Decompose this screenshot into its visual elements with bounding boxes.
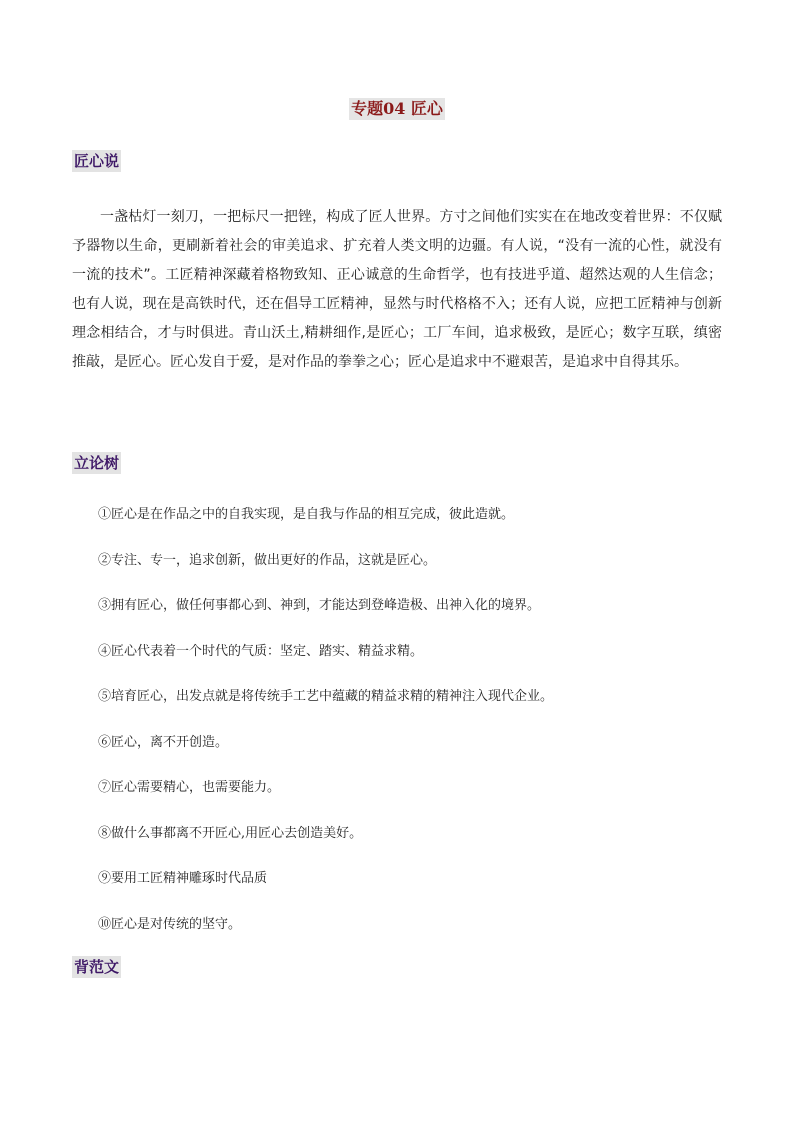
argument-item: ⑩匠心是对传统的坚守。 <box>98 916 242 932</box>
argument-item: ②专注、专一，追求创新，做出更好的作品，这就是匠心。 <box>98 552 437 568</box>
argument-item: ④匠心代表着一个时代的气质：坚定、踏实、精益求精。 <box>98 643 424 659</box>
argument-list <box>98 503 738 958</box>
argument-item: ⑦匠心需要精心，也需要能力。 <box>98 780 281 795</box>
argument-item: ⑤培育匠心，出发点就是将传统手工艺中蕴藏的精益求精的精神注入现代企业。 <box>98 689 554 704</box>
argument-item: ⑥匠心，离不开创造。 <box>98 734 229 750</box>
argument-item: ⑨要用工匠精神雕琢时代品质 <box>98 871 268 886</box>
section-heading-jiangxinshuo: 匠心说 <box>74 152 120 170</box>
argument-item: ⑧做什么事都离不开匠心,用匠心去创造美好。 <box>98 825 363 841</box>
page-title-text: 专题04 匠心 <box>351 99 443 118</box>
page-title <box>0 98 794 120</box>
section-heading-lilunshu: 立论树 <box>74 454 120 472</box>
argument-item: ③拥有匠心，做任何事都心到、神到，才能达到登峰造极、出神入化的境界。 <box>98 598 541 613</box>
intro-paragraph: 一盏枯灯一刻刀，一把标尺一把锉，构成了匠人世界。方寸之间他们实实在在地改变着世界：不仅赋予器物以生命，更刷新着社会的审美追求、扩充着人类文明的边疆。有人说，“没有一流的心性，就没有一流的技术”。工匠精神深藏着格物致知、正心诚意的生命哲学，也有技进乎道、超然达观的人生信念；也有人说，现在是高铁时代，还在倡导工匠精神，显然与时代格格不入；还有人说，应把工匠精神与创新理念相结合，才与时俱进。青山沃土,精耕细作,是匠心；工厂车间，追求极致，是匠心；数字互联，缜密推敲，是匠心。匠心发自于爱，是对作品的拳拳之心；匠心是追求中不避艰苦，是追求中自得其乐。 <box>72 209 722 370</box>
argument-item: ①匠心是在作品之中的自我实现，是自我与作品的相互完成，彼此造就。 <box>98 507 515 522</box>
section-heading-beifanwen: 背范文 <box>74 958 120 976</box>
